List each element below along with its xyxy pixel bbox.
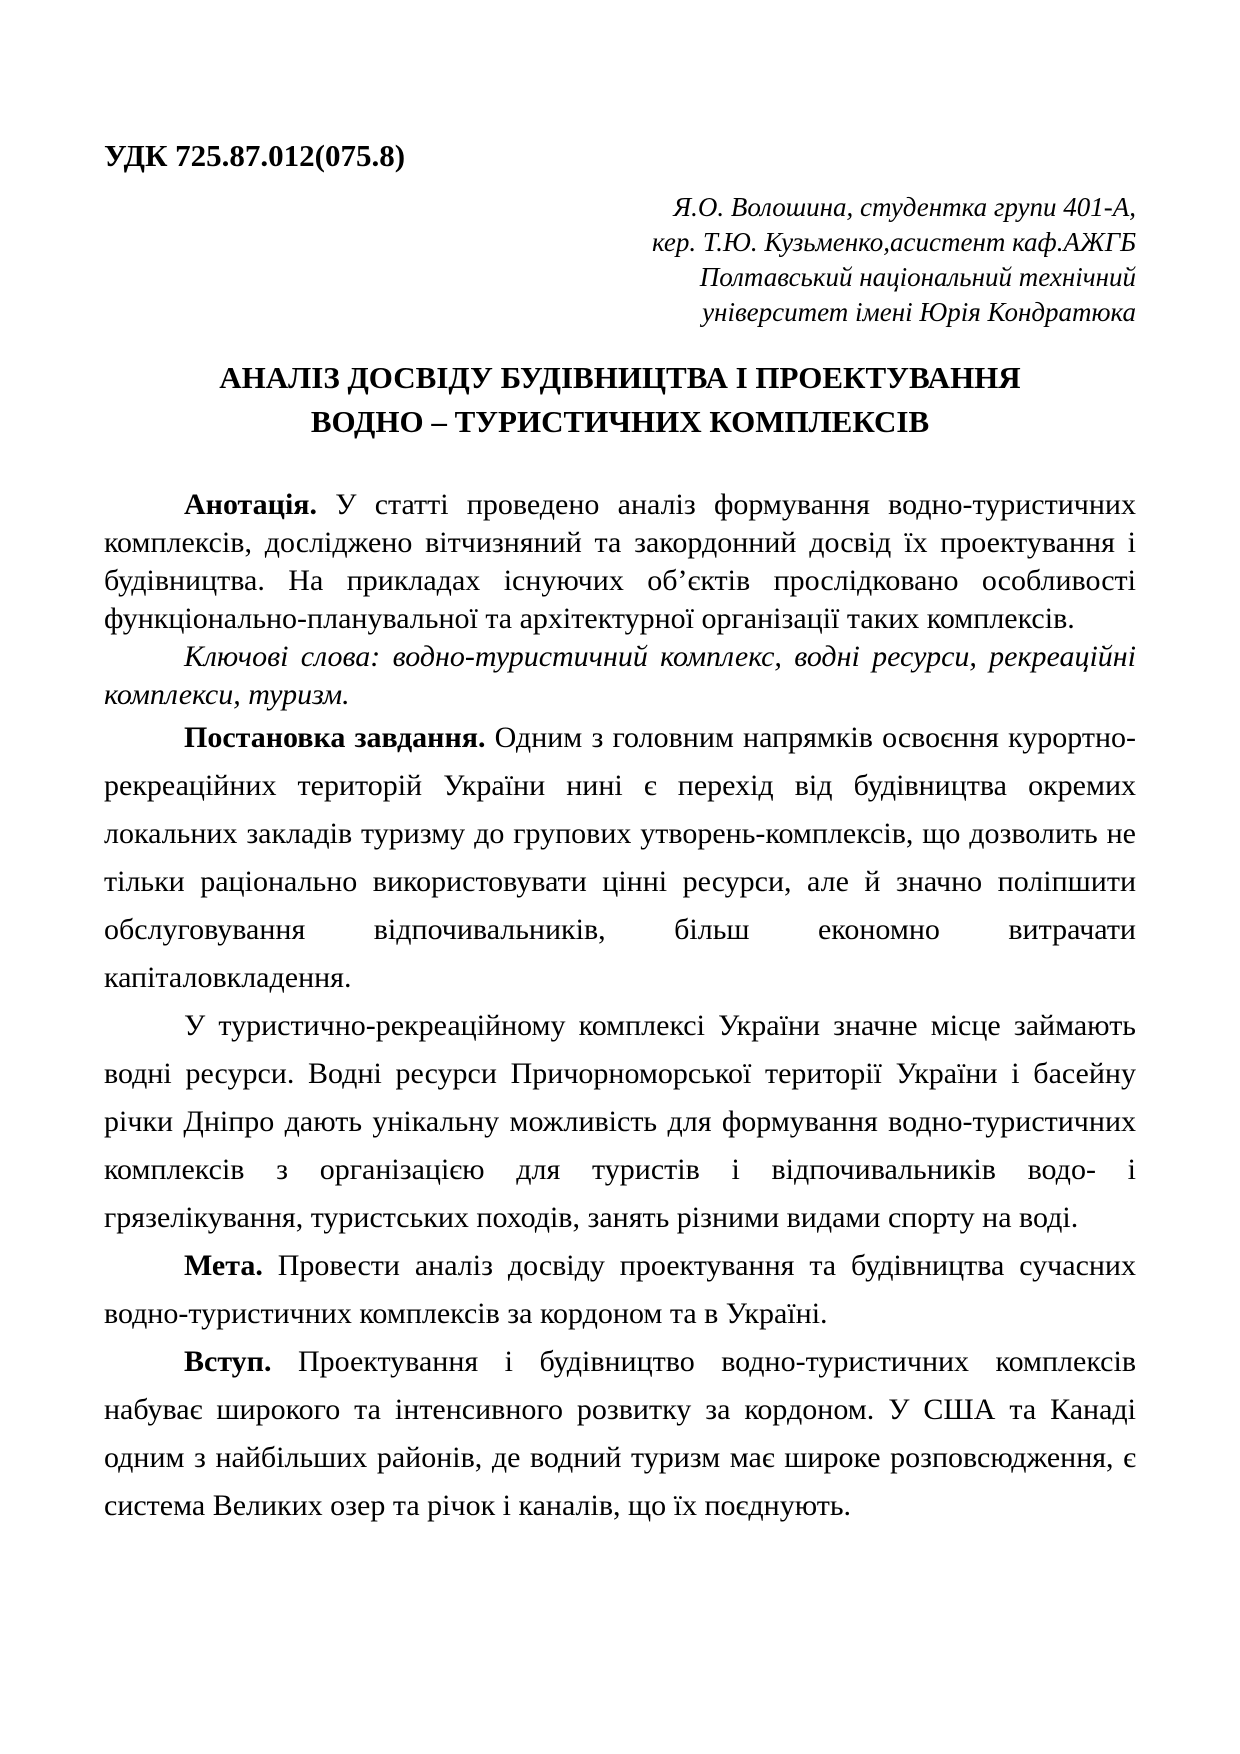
article-title [104, 356, 1136, 444]
article-title-line-2: ВОДНО – ТУРИСТИЧНИХ КОМПЛЕКСІВ [310, 404, 930, 439]
author-block [104, 190, 1136, 330]
author-line-2: кер. Т.Ю. Кузьменко,асистент каф.АЖГБ [651, 227, 1136, 257]
paragraph-problem-statement-text: Одним з головним напрямків освоєння курортно-рекреаційних територій України нині є перехід від будівництва окремих локальних закладів туризму до групових утворень-комплексів, що дозволить не тільки раціонально використовувати цінні ресурси, але й значно поліпшити обслуговування відпочивальників, більш економно витрачати капіталовкладення. [104, 721, 1136, 994]
paragraph-introduction-label: Вступ. [184, 1345, 272, 1378]
udc-code: УДК 725.87.012(075.8) [104, 138, 406, 173]
author-line-3: Полтавський національний технічний [699, 262, 1136, 292]
paragraph-goal-text: Провести аналіз досвіду проектування та будівництва сучасних водно-туристичних комплексів за кордоном та в Україні. [104, 1249, 1136, 1330]
paragraph-problem-statement-label: Постановка завдання. [184, 721, 486, 754]
author-line-1: Я.О. Волошина, студентка групи 401-А, [673, 192, 1136, 222]
abstract-paragraph [104, 486, 1136, 638]
keywords-paragraph: Ключові слова: водно-туристичний комплекс, водні ресурси, рекреаційні комплекси, туризм. [104, 640, 1136, 711]
abstract-text: У статті проведено аналіз формування водно-туристичних комплексів, досліджено вітчизняний та закордонний досвід їх проектування і будівництва. На прикладах існуючих об’єктів прослідковано особливості функціонально-планувальної та архітектурної організації таких комплексів. [104, 488, 1136, 635]
paragraph-water-resources [104, 1002, 1136, 1242]
paragraph-goal-label: Мета. [184, 1249, 263, 1282]
paragraph-introduction [104, 1338, 1136, 1530]
author-line-4: університет імені Юрія Кондратюка [702, 297, 1136, 327]
paragraph-problem-statement [104, 714, 1136, 1002]
article-title-line-1: АНАЛІЗ ДОСВІДУ БУДІВНИЦТВА І ПРОЕКТУВАННЯ [219, 360, 1021, 395]
paragraph-goal [104, 1242, 1136, 1338]
paragraph-water-resources-text: У туристично-рекреаційному комплексі України значне місце займають водні ресурси. Водні ресурси Причорноморської території України і басейну річки Дніпро дають унікальну можливість для формування водно-туристичних комплексів з організацією для туристів і відпочивальників водо- і грязелікування, туристських походів, занять різними видами спорту на воді. [104, 1009, 1136, 1234]
paragraph-introduction-text: Проектування і будівництво водно-туристичних комплексів набуває широкого та інтенсивного розвитку за кордоном. У США та Канаді одним з найбільших районів, де водний туризм має широке розповсюдження, є система Великих озер та річок і каналів, що їх поєднують. [104, 1345, 1136, 1522]
abstract-label: Анотація. [184, 488, 318, 521]
